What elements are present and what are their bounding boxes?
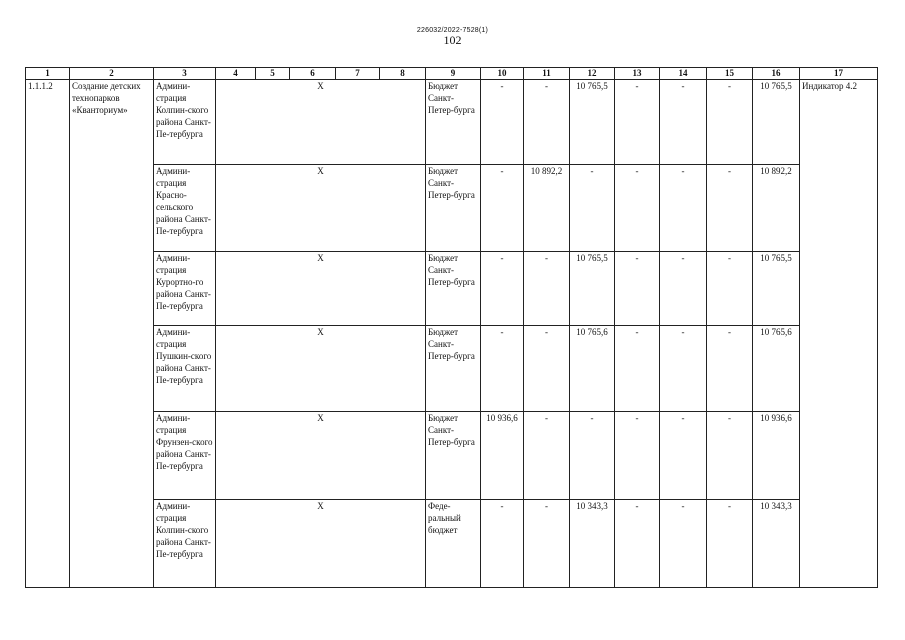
- cell-c15: -: [707, 165, 753, 252]
- col-header: 11: [524, 68, 570, 80]
- cell-c15: -: [707, 500, 753, 588]
- budget-source: Бюджет Санкт-Петер-бурга: [426, 165, 481, 252]
- col-header: 1: [26, 68, 70, 80]
- program-table: [25, 67, 878, 588]
- col-header: 2: [70, 68, 154, 80]
- organization: Админи-страция Колпин-ского района Санкт-Пе-тербурга: [154, 80, 216, 165]
- header-row: [26, 68, 878, 80]
- col-header: 17: [800, 68, 878, 80]
- cell-c14: -: [660, 80, 707, 165]
- table-row: [26, 252, 878, 326]
- cell-c15: -: [707, 80, 753, 165]
- organization: Админи-страция Пушкин-ского района Санкт-Пе-тербурга: [154, 326, 216, 412]
- cell-c12: 10 343,3: [570, 500, 615, 588]
- organization: Админи-страция Колпин-ского района Санкт-Пе-тербурга: [154, 500, 216, 588]
- col-header: 8: [380, 68, 426, 80]
- col-header: 10: [481, 68, 524, 80]
- cell-c14: -: [660, 252, 707, 326]
- cell-c16: 10 343,3: [753, 500, 800, 588]
- x-mark: Х: [216, 252, 426, 326]
- cell-c16: 10 892,2: [753, 165, 800, 252]
- measure-code: 1.1.1.2: [26, 80, 70, 588]
- cell-c10: -: [481, 326, 524, 412]
- cell-c11: -: [524, 500, 570, 588]
- budget-source: Бюджет Санкт-Петер-бурга: [426, 252, 481, 326]
- cell-c10: -: [481, 500, 524, 588]
- cell-c10: 10 936,6: [481, 412, 524, 500]
- organization: Админи-страция Красно-сельского района Санкт-Пе-тербурга: [154, 165, 216, 252]
- col-header: 9: [426, 68, 481, 80]
- cell-c12: 10 765,5: [570, 252, 615, 326]
- page-number: 102: [443, 33, 462, 47]
- cell-c13: -: [615, 412, 660, 500]
- cell-c11: -: [524, 252, 570, 326]
- budget-source: Бюджет Санкт-Петер-бурга: [426, 412, 481, 500]
- cell-c14: -: [660, 165, 707, 252]
- document-id: 226032/2022-7528(1): [416, 27, 489, 34]
- x-mark: Х: [216, 500, 426, 588]
- x-mark: Х: [216, 412, 426, 500]
- cell-c14: -: [660, 326, 707, 412]
- table-row: [26, 326, 878, 412]
- cell-c16: 10 765,5: [753, 252, 800, 326]
- cell-c11: -: [524, 326, 570, 412]
- col-header: 4: [216, 68, 256, 80]
- x-mark: Х: [216, 326, 426, 412]
- col-header: 7: [336, 68, 380, 80]
- cell-c10: -: [481, 252, 524, 326]
- cell-c13: -: [615, 500, 660, 588]
- col-header: 5: [256, 68, 290, 80]
- cell-c13: -: [615, 252, 660, 326]
- table-row: [26, 500, 878, 588]
- cell-c16: 10 765,6: [753, 326, 800, 412]
- table-row: [26, 165, 878, 252]
- cell-c12: -: [570, 165, 615, 252]
- cell-c12: 10 765,6: [570, 326, 615, 412]
- cell-c14: -: [660, 500, 707, 588]
- cell-c13: -: [615, 80, 660, 165]
- cell-c13: -: [615, 326, 660, 412]
- budget-source: Феде-ральный бюджет: [426, 500, 481, 588]
- organization: Админи-страция Фрунзен-ского района Санкт-Пе-тербурга: [154, 412, 216, 500]
- table-row: [26, 412, 878, 500]
- x-mark: Х: [216, 165, 426, 252]
- cell-c15: -: [707, 252, 753, 326]
- col-header: 14: [660, 68, 707, 80]
- cell-c12: 10 765,5: [570, 80, 615, 165]
- col-header: 12: [570, 68, 615, 80]
- cell-c15: -: [707, 412, 753, 500]
- cell-c13: -: [615, 165, 660, 252]
- cell-c10: -: [481, 80, 524, 165]
- col-header: 3: [154, 68, 216, 80]
- cell-c14: -: [660, 412, 707, 500]
- col-header: 6: [290, 68, 336, 80]
- col-header: 15: [707, 68, 753, 80]
- x-mark: Х: [216, 80, 426, 165]
- budget-source: Бюджет Санкт-Петер-бурга: [426, 80, 481, 165]
- cell-c15: -: [707, 326, 753, 412]
- col-header: 13: [615, 68, 660, 80]
- cell-c11: -: [524, 412, 570, 500]
- cell-c11: -: [524, 80, 570, 165]
- cell-c16: 10 936,6: [753, 412, 800, 500]
- cell-c16: 10 765,5: [753, 80, 800, 165]
- measure-name: Создание детских технопарков «Кванториум»: [70, 80, 154, 588]
- cell-c11: 10 892,2: [524, 165, 570, 252]
- table-row: [26, 80, 878, 165]
- cell-c12: -: [570, 412, 615, 500]
- col-header: 16: [753, 68, 800, 80]
- cell-c10: -: [481, 165, 524, 252]
- budget-source: Бюджет Санкт-Петер-бурга: [426, 326, 481, 412]
- organization: Админи-страция Курортно-го района Санкт-Пе-тербурга: [154, 252, 216, 326]
- indicator: Индикатор 4.2: [800, 80, 878, 588]
